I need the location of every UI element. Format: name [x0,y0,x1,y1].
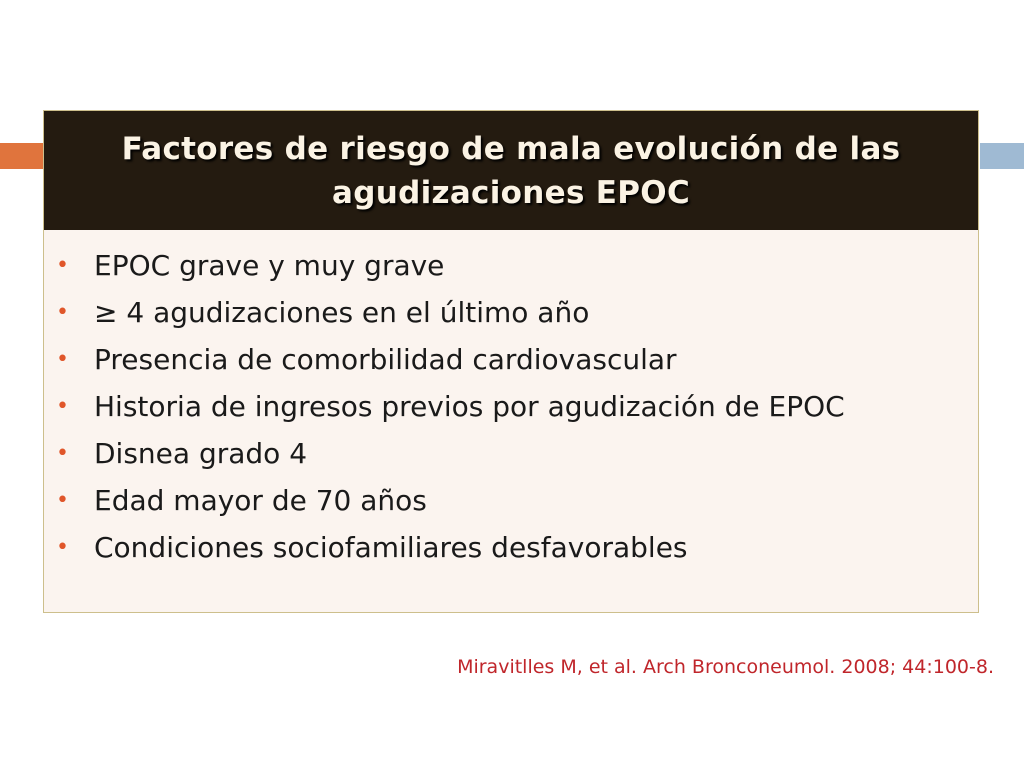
list-item-text: Condiciones sociofamiliares desfavorables [94,531,688,564]
bullet-icon: • [56,347,69,372]
list-item-text: Edad mayor de 70 años [94,484,427,517]
citation: Miravitlles M, et al. Arch Bronconeumol. 2008; 44:100-8. [457,656,994,678]
bullet-icon: • [56,394,69,419]
bullet-icon: • [56,253,69,278]
list-item-text: EPOC grave y muy grave [94,249,445,282]
risk-factor-list [44,230,978,571]
bullet-icon: • [56,300,69,325]
list-item-text: Historia de ingresos previos por agudización de EPOC [94,390,845,423]
list-item-text: Disnea grado 4 [94,437,308,470]
content-box [43,110,979,613]
list-item [56,289,978,336]
list-item [56,336,978,383]
accent-bar-left [0,143,44,169]
title-banner [44,111,978,230]
list-item [56,477,978,524]
bullet-icon: • [56,441,69,466]
list-item-text: Presencia de comorbilidad cardiovascular [94,343,677,376]
bullet-icon: • [56,488,69,513]
list-item [56,524,978,571]
slide-title: Factores de riesgo de mala evolución de las agudizaciones EPOC [121,130,901,211]
accent-bar-right [980,143,1024,169]
list-item [56,383,978,430]
bullet-icon: • [56,535,69,560]
list-item [56,430,978,477]
list-item-text: ≥ 4 agudizaciones en el último año [94,296,590,329]
list-item [56,242,978,289]
